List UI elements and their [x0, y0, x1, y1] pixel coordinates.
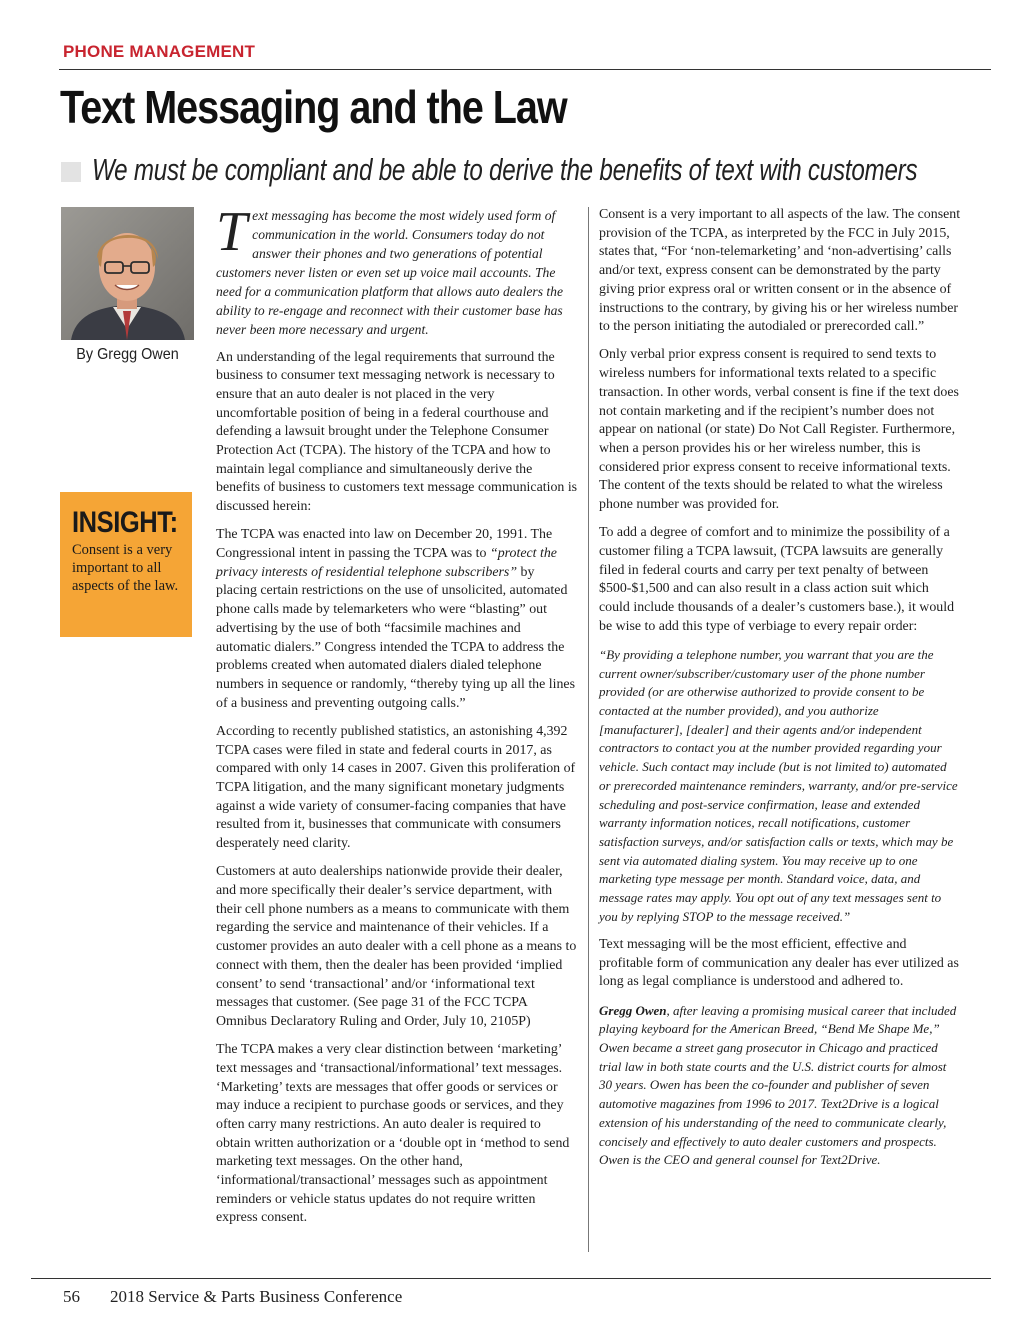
drop-cap: T — [216, 201, 248, 263]
subtitle-bullet — [61, 162, 81, 182]
lead-paragraph — [216, 201, 578, 339]
article-subtitle: We must be compliant and be able to derive the benefits of text with customers — [92, 152, 918, 187]
paragraph: The TCPA makes a very clear distinction between ‘marketing’ text messages and ‘transactional/informational’ text messages. ‘Marketing’ texts are messages that offer goods or services or may induce a recipient to purchase goods or services, and they often carry many restrictions. An auto dealer is required to obtain written authorization or a ‘double opt in ‘method to send marketing text messages. On the other hand, ‘informational/transactional’ messages such as appointment reminders or vehicle status updates do not require written express consent. — [216, 1042, 570, 1226]
paragraph: Customers at auto dealerships nationwide provide their dealer, and more specifically their dealer’s service department, with their cell phone numbers as a means to communicate with them regarding the service and maintenance of their vehicles. If a customer provides an auto dealer with a cell phone as a means to connect with them, then the dealer has been provided ‘implied consent’ to send ‘transactional’ and/or ‘informational text messages that customer. (See page 31 of the FCC TCPA Omnibus Declaratory Ruling and Order, July 10, 2105P) — [216, 864, 577, 1029]
insight-body: Consent is a very important to all aspects of the law. — [72, 542, 179, 594]
header-rule — [59, 69, 991, 70]
inline-quote: “protect the privacy interests of residential telephone subscribers” — [216, 546, 557, 580]
publication-name: 2018 Service & Parts Business Conference — [110, 1287, 403, 1306]
author-bio — [599, 1002, 961, 1170]
paragraph: Text messaging will be the most efficient, effective and profitable form of communication any dealer has ever utilized as long as legal compliance is understood and adhered to. — [599, 937, 959, 990]
author-bio-name: Gregg Owen — [599, 1002, 667, 1018]
article-column-1 — [216, 201, 578, 1238]
paragraph: To add a degree of comfort and to minimize the possibility of a customer filing a TCPA lawsuit, (TCPA lawsuits are generally filed in federal courts and carry per text penalty of between $500-$1,500 and can also result in a class action suit which could include thousands of a dealer’s customers base.), it would be wise to add this type of verbiage to every repair order: — [599, 525, 955, 634]
sample-verbiage-quote: “By providing a telephone number, you warrant that you are the current owner/subscriber/customary user of the phone number provided (or are otherwise authorized to provide consent to be contacted at the number provided), and you authorize [manufacturer], [dealer] and their agents and/or independent contractors to contact you at the number provided regarding your vehicle. Such contact may include (but is not limited to) automated or prerecorded maintenance reminders, warranty, and/or pre-service scheduling and post-service confirmation, lease and extended warranty information notices, recall notifications, customer satisfaction surveys, and/or satisfaction calls or texts, which may be sent via automated dialing system. You may receive up to one marketing type message per month. Standard voice, data, and message rates may apply. You opt out of any text messages sent to you by replying STOP to the message received.” — [599, 646, 958, 924]
lead-text: ext messaging has become the most widely used form of communication in the world. Consumers today do not answer their phones and two generations of potential customers never listen or even set up voice mail accounts. The need for a communication platform that allows auto dealers the ability to re-engage and reconnect with their customer base has never been more necessary and urgent. — [216, 208, 563, 337]
footer-rule — [31, 1278, 991, 1279]
column-divider — [588, 207, 589, 1252]
insight-heading: INSIGHT: — [72, 506, 178, 539]
author-byline: By Gregg Owen — [76, 346, 179, 363]
article-title: Text Messaging and the Law — [60, 81, 567, 133]
author-bio-text: , after leaving a promising musical career that included playing keyboard for the American Breed, “Bend Me Shape Me,” Owen became a street gang prosecutor in Chicago and practiced trial law in both state courts and the U.S. district courts for almost 30 years. Owen has been the co-founder and publisher of seven automotive magazines from 1996 to 2017. Text2Drive is a logical extension of his understanding of the need to communicate clearly, concisely and effectively to auto dealer customers and prospects. Owen is the CEO and general counsel for Text2Drive. — [599, 1002, 957, 1168]
paragraph: According to recently published statistics, an astonishing 4,392 TCPA cases were filed in state and federal courts in 2017, as compared with only 14 cases in 2007. Given this proliferation of TCPA litigation, and the many significant monetary judgments against a wide variety of consumer-facing companies that have resulted from it, businesses that communicate with consumers desperately need clarity. — [216, 723, 576, 852]
page-footer — [63, 1287, 402, 1307]
author-photo — [61, 207, 194, 340]
insight-callout — [60, 492, 192, 637]
paragraph-text: by placing certain restrictions on the use of unsolicited, automated phone calls made by telemarketers who were “blasting” out advertising by the use of both “facsimile machines and automatic dialers.” Congress intended the TCPA to address the problems created when automated dialers dialed telephone numbers in sequence or randomly, “thereby tying up all the lines of a business and preventing outgoing calls.” — [216, 564, 575, 711]
paragraph: An understanding of the legal requirements that surround the business to consumer text messaging network is necessary to ensure that an auto dealer is not placed in the very uncomfortable position of being in a federal courthouse and defending a lawsuit brought under the Telephone Consumer Protection Act (TCPA). The history of the TCPA and how to maintain legal compliance and simultaneously derive the benefits of business to customers text message communication is discussed herein: — [216, 349, 578, 515]
section-label: PHONE MANAGEMENT — [63, 42, 256, 61]
page-number: 56 — [63, 1287, 80, 1306]
paragraph-text: The TCPA was enacted into law on December 20, 1991. The Congressional intent in passing the TCPA was to — [216, 527, 553, 562]
paragraph: Consent is a very important to all aspects of the law. The consent provision of the TCPA, as interpreted by the FCC in July 2015, states that, “For ‘non-telemarketing’ and ‘non-advertising’ calls and/or text, express consent can be demonstrated by the party giving prior express oral or written consent or in the absence of instructions to the contrary, by giving his or her wireless number to the person initiating the autodialed or prerecorded call.” — [599, 207, 961, 335]
paragraph — [216, 526, 578, 713]
article-column-2 — [599, 206, 961, 1179]
paragraph: Only verbal prior express consent is required to send texts to wireless numbers for informational texts related to a specific transaction. In other words, verbal consent is fine if the text does not contain marketing and if the recipient’s number does not appear on national (or state) Do Not Call Register. Furthermore, when a person provides his or her wireless number, this is considered prior express consent to receive informational texts. The content of the texts should be related to what the wireless phone number was provided for. — [599, 347, 959, 513]
